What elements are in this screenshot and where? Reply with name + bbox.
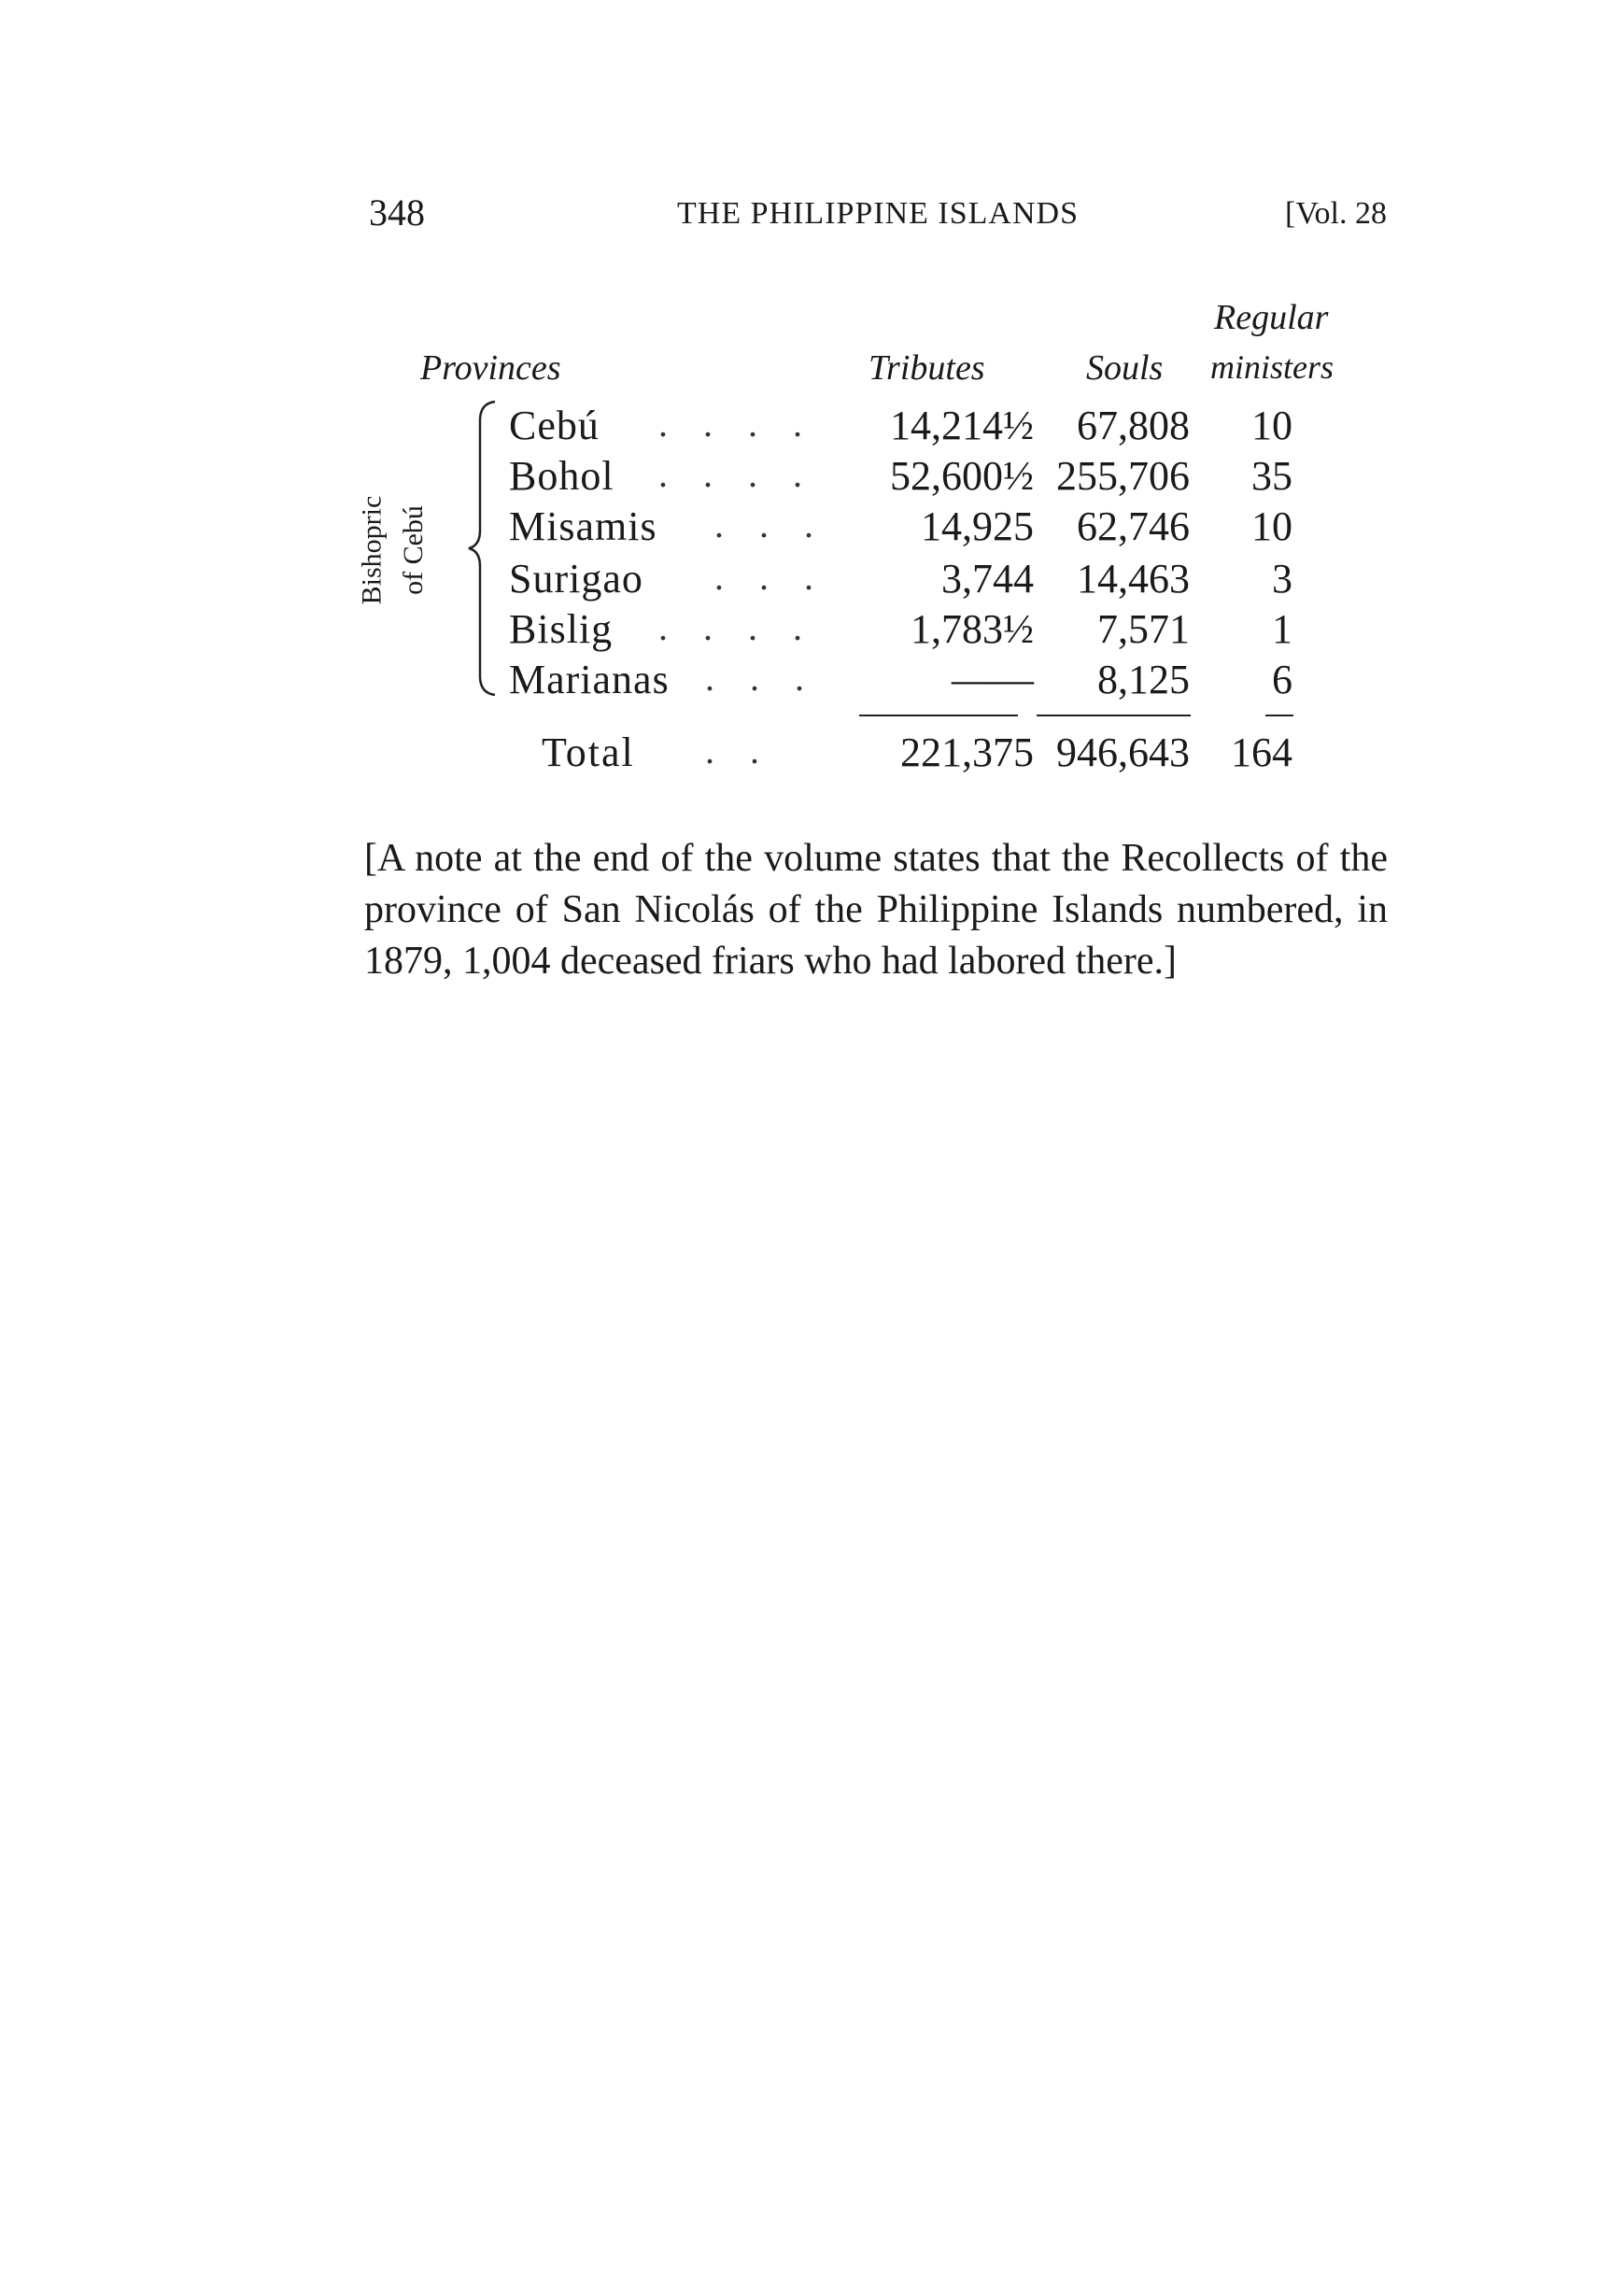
header-ministers: ministers bbox=[1210, 348, 1335, 386]
group-label-bishopric: Bishopric bbox=[356, 495, 388, 605]
tributes-value: —— bbox=[952, 657, 1034, 702]
tributes-value: 14,214½ bbox=[890, 403, 1034, 448]
province-name: Misamis bbox=[509, 503, 657, 549]
souls-value: 62,746 bbox=[1077, 503, 1190, 549]
province-name: Bislig bbox=[509, 606, 614, 652]
total-tributes: 221,375 bbox=[900, 729, 1034, 775]
total-row bbox=[0, 729, 1624, 781]
province-name: Marianas bbox=[509, 657, 670, 702]
souls-value: 14,463 bbox=[1077, 556, 1190, 602]
running-header bbox=[369, 183, 1387, 239]
leader-dots: . . bbox=[705, 729, 772, 772]
leader-dots: . . . bbox=[705, 657, 817, 699]
province-name: Surigao bbox=[509, 556, 643, 602]
running-title: THE PHILIPPINE ISLANDS bbox=[677, 196, 1079, 231]
ministers-value: 3 bbox=[1272, 556, 1292, 602]
table-row bbox=[0, 402, 1624, 454]
group-label-of-cebu: of Cebú bbox=[397, 505, 429, 595]
province-name: Bohol bbox=[509, 453, 614, 499]
header-tributes: Tributes bbox=[868, 348, 985, 388]
total-souls: 946,643 bbox=[1056, 729, 1190, 775]
total-rule-souls bbox=[1037, 715, 1191, 716]
table-row bbox=[0, 555, 1624, 607]
table-row bbox=[0, 452, 1624, 504]
leader-dots: . . . . bbox=[658, 453, 815, 495]
table-row bbox=[0, 605, 1624, 658]
ministers-value: 6 bbox=[1272, 657, 1292, 702]
leader-dots: . . . . bbox=[658, 403, 815, 445]
tributes-value: 1,783½ bbox=[911, 606, 1034, 652]
page-number: 348 bbox=[369, 191, 425, 234]
ministers-value: 10 bbox=[1251, 503, 1292, 549]
souls-value: 8,125 bbox=[1097, 657, 1190, 702]
souls-value: 67,808 bbox=[1077, 403, 1190, 448]
table-row bbox=[0, 656, 1624, 708]
header-regular: Regular bbox=[1214, 298, 1329, 337]
total-ministers: 164 bbox=[1231, 729, 1292, 775]
editorial-note: [A note at the end of the volume states that the Recollects of the province of San Nicolás of the Philippine Islands numbered, in 1879, 1,004 deceased friars who had labored there.] bbox=[364, 837, 1388, 983]
tributes-value: 52,600½ bbox=[890, 453, 1034, 499]
province-name: Cebú bbox=[509, 403, 600, 448]
table-row bbox=[0, 503, 1624, 555]
volume-label: [Vol. 28 bbox=[1285, 196, 1387, 231]
ministers-value: 35 bbox=[1251, 453, 1292, 499]
tributes-value: 14,925 bbox=[921, 503, 1034, 549]
total-rule-tributes bbox=[859, 715, 1018, 716]
souls-value: 7,571 bbox=[1097, 606, 1190, 652]
header-souls: Souls bbox=[1086, 348, 1164, 388]
ministers-value: 10 bbox=[1251, 403, 1292, 448]
header-provinces: Provinces bbox=[420, 348, 561, 388]
leader-dots: . . . . bbox=[658, 606, 815, 648]
souls-value: 255,706 bbox=[1056, 453, 1190, 499]
ministers-value: 1 bbox=[1272, 606, 1292, 652]
leader-dots: . . . bbox=[714, 503, 826, 545]
total-label: Total bbox=[542, 729, 635, 775]
total-rule-ministers bbox=[1265, 715, 1293, 716]
tributes-value: 3,744 bbox=[941, 556, 1034, 602]
leader-dots: . . . bbox=[714, 556, 826, 598]
